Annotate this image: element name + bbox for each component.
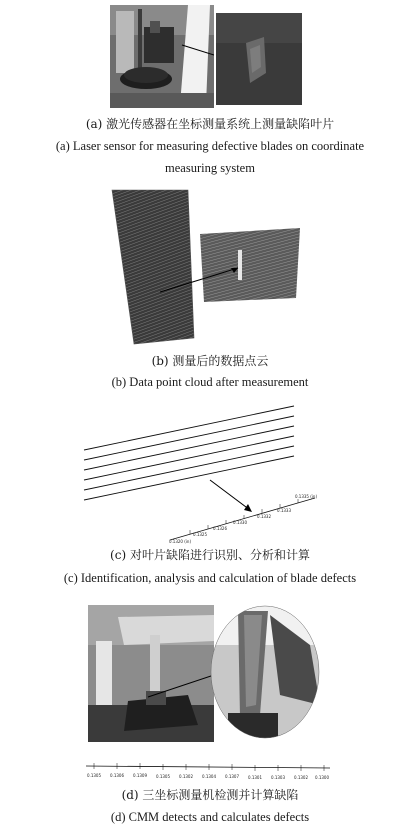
figure-c-scale-label: 0.1320 (in) xyxy=(168,539,192,544)
figure-c-scale-label: 0.1335 (in) xyxy=(294,494,318,499)
figure-d-scale-label: 0.1306 xyxy=(110,773,124,778)
figure-c-scale-label: 0.1325 xyxy=(193,532,207,537)
figure-d-photo-blade-closeup xyxy=(210,605,320,739)
figure-a-caption-en-line1: (a) Laser sensor for measuring defective blades on coordinate xyxy=(55,139,365,153)
figure-d-scale-label: 0.1303 xyxy=(271,775,285,780)
figure-d-scale-label: 0.1307 xyxy=(225,774,239,779)
figure-c-defect-analysis xyxy=(80,400,330,550)
figure-d-scale-label: 0.1305 xyxy=(87,773,101,778)
figure-d-scale-label: 0.1300 xyxy=(315,775,329,780)
figure-c-scale-label: 0.1326 xyxy=(213,526,227,531)
figure-a-caption-en-line2: measuring system xyxy=(165,161,255,175)
figure-a-photo-right xyxy=(216,13,302,105)
figure-c-scale-label: 0.1333 xyxy=(277,508,291,513)
figure-c-scale-label: 0.1330 xyxy=(233,520,247,525)
figure-d-scale-bar xyxy=(84,760,334,784)
figure-b-caption-cn: (b) 测量后的数据点云 xyxy=(151,354,269,368)
figure-c-scale-label: 0.1332 xyxy=(257,514,271,519)
figure-b-point-cloud xyxy=(110,188,305,346)
figure-d-scale-label: 0.1301 xyxy=(248,775,262,780)
figure-b-caption-en: (b) Data point cloud after measurement xyxy=(111,375,309,389)
figure-d-scale-label: 0.1304 xyxy=(202,774,216,779)
figure-d-photo-cmm xyxy=(88,605,214,742)
figure-d-caption-cn: (d) 三坐标测量机检测并计算缺陷 xyxy=(121,788,299,802)
figure-d-scale-label: 0.1302 xyxy=(179,774,193,779)
figure-c-caption-cn: (c) 对叶片缺陷进行识别、分析和计算 xyxy=(110,548,310,562)
figure-d-scale-label: 0.1305 xyxy=(156,774,170,779)
figure-d-scale-label: 0.1309 xyxy=(133,773,147,778)
figure-d-caption-en: (d) CMM detects and calculates defects xyxy=(110,810,310,824)
figure-c-caption-en: (c) Identification, analysis and calculation of blade defects xyxy=(63,571,357,585)
figure-a-photo-left xyxy=(110,5,214,108)
figure-d-scale-label: 0.1302 xyxy=(294,775,308,780)
figure-a-caption-cn: (a) 激光传感器在坐标测量系统上测量缺陷叶片 xyxy=(85,117,335,131)
